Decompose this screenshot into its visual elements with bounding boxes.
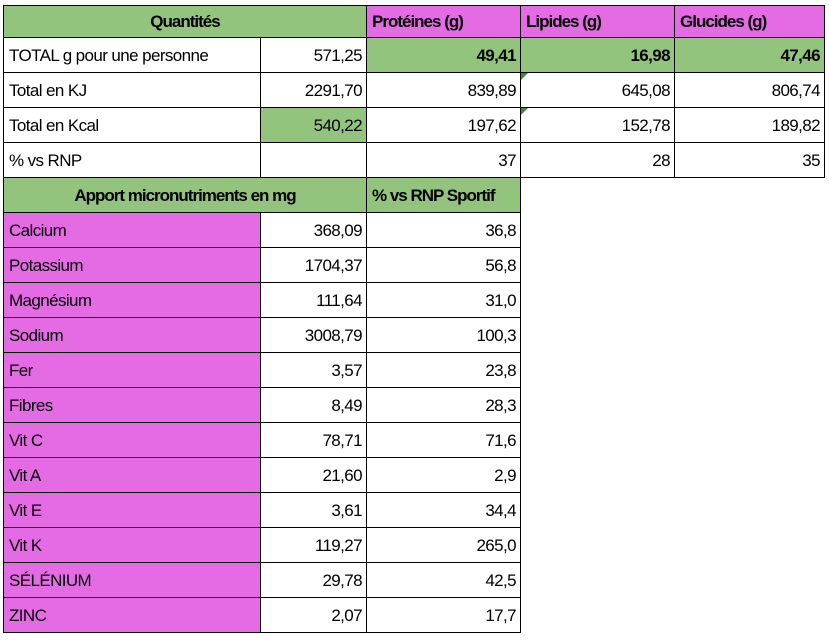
micro-pct: 100,3 [366, 317, 521, 353]
micro-label: Potassium [3, 247, 261, 283]
micro-label: Calcium [3, 212, 261, 248]
micro-label: Fibres [3, 387, 261, 423]
micro-pct: 34,4 [366, 492, 521, 528]
micro-label: Vit A [3, 457, 261, 493]
micro-label: SÉLÉNIUM [3, 562, 261, 598]
micro-mg: 2,07 [260, 597, 367, 633]
macro-lipides: 152,78 [520, 107, 675, 143]
micro-label: Fer [3, 352, 261, 388]
macro-proteines: 197,62 [366, 107, 521, 143]
macro-lipides: 645,08 [520, 72, 675, 108]
micro-pct: 17,7 [366, 597, 521, 633]
micro-mg: 78,71 [260, 422, 367, 458]
corner-marker-icon [521, 108, 528, 115]
macro-glucides: 47,46 [674, 37, 825, 73]
micro-mg: 21,60 [260, 457, 367, 493]
macro-qty [260, 142, 367, 178]
header-quantites: Quantités [3, 5, 367, 38]
micro-pct: 2,9 [366, 457, 521, 493]
micro-label: Magnésium [3, 282, 261, 318]
header-lipides: Lipides (g) [520, 5, 675, 38]
macro-qty: 571,25 [260, 37, 367, 73]
macro-label: Total en KJ [3, 72, 261, 108]
macro-glucides: 35 [674, 142, 825, 178]
micro-pct: 265,0 [366, 527, 521, 563]
micro-label: Vit K [3, 527, 261, 563]
micro-mg: 111,64 [260, 282, 367, 318]
micro-mg: 1704,37 [260, 247, 367, 283]
micro-mg: 29,78 [260, 562, 367, 598]
macro-lipides: 28 [520, 142, 675, 178]
micro-mg: 119,27 [260, 527, 367, 563]
header-pct-rnp-sportif: % vs RNP Sportif [366, 177, 521, 213]
micro-pct: 23,8 [366, 352, 521, 388]
macro-qty: 2291,70 [260, 72, 367, 108]
macro-label: TOTAL g pour une personne [3, 37, 261, 73]
micro-label: Vit E [3, 492, 261, 528]
micro-pct: 71,6 [366, 422, 521, 458]
micro-label: ZINC [3, 597, 261, 633]
micro-mg: 8,49 [260, 387, 367, 423]
micro-mg: 3,57 [260, 352, 367, 388]
micro-mg: 3008,79 [260, 317, 367, 353]
macro-label: Total en Kcal [3, 107, 261, 143]
header-proteines: Protéines (g) [366, 5, 521, 38]
micro-pct: 36,8 [366, 212, 521, 248]
micro-label: Vit C [3, 422, 261, 458]
macro-proteines: 839,89 [366, 72, 521, 108]
header-glucides: Glucides (g) [674, 5, 825, 38]
micro-mg: 3,61 [260, 492, 367, 528]
micro-pct: 56,8 [366, 247, 521, 283]
micro-pct: 28,3 [366, 387, 521, 423]
macro-lipides: 16,98 [520, 37, 675, 73]
macro-glucides: 806,74 [674, 72, 825, 108]
micro-pct: 42,5 [366, 562, 521, 598]
micro-label: Sodium [3, 317, 261, 353]
macro-glucides: 189,82 [674, 107, 825, 143]
micro-pct: 31,0 [366, 282, 521, 318]
corner-marker-icon [521, 73, 528, 80]
macro-proteines: 37 [366, 142, 521, 178]
macro-label: % vs RNP [3, 142, 261, 178]
header-apport-micronutriments: Apport micronutriments en mg [3, 177, 367, 213]
micro-mg: 368,09 [260, 212, 367, 248]
macro-qty: 540,22 [260, 107, 367, 143]
macro-proteines: 49,41 [366, 37, 521, 73]
